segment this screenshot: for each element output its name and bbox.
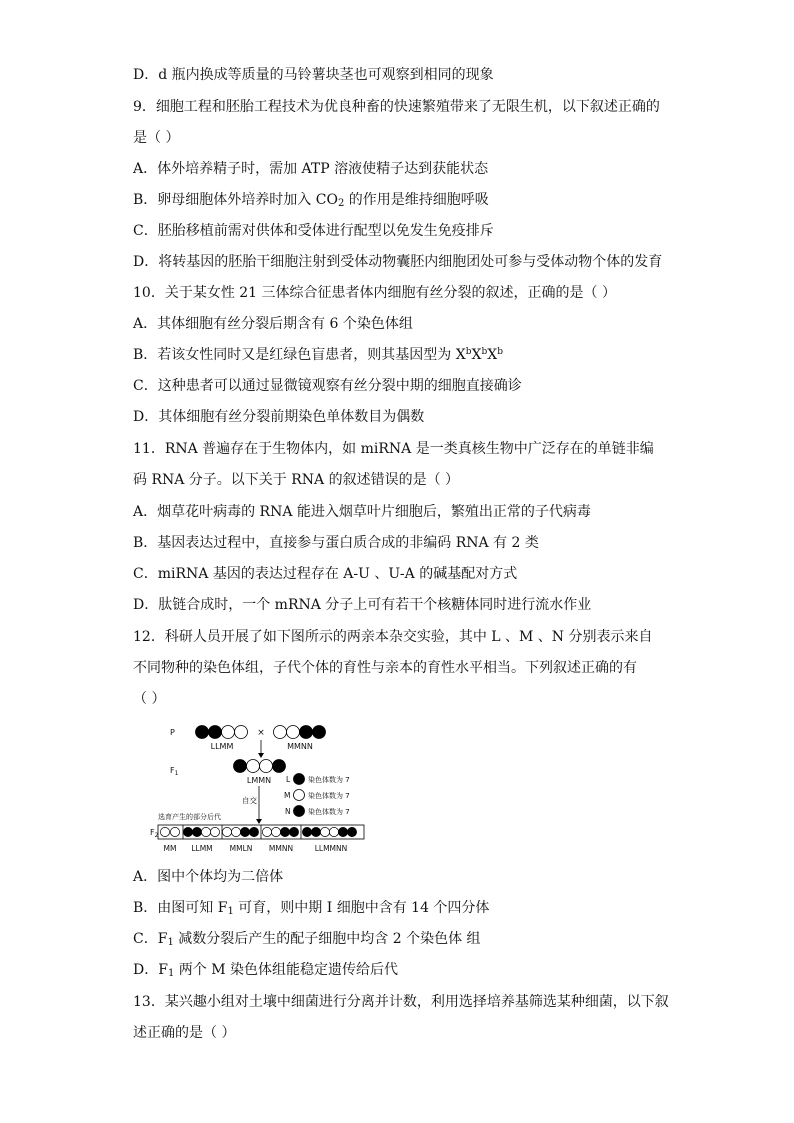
f2-chromosome-sets <box>160 827 356 836</box>
q9-option-b-text: B．卵母细胞体外培养时加入 CO <box>133 192 338 208</box>
q11-option-a: A．烟草花叶病毒的 RNA 能进入烟草叶片细胞后，繁殖出正常的子代病毒 <box>133 504 591 520</box>
cross-arrow <box>258 740 264 758</box>
q12-option-c <box>133 930 481 948</box>
legend-letter: L <box>286 775 291 784</box>
q12-option-d <box>133 961 398 979</box>
q12-option-b <box>133 899 489 917</box>
q9-option-d: D．将转基因的胚胎干细胞注射到受体动物囊胚内细胞团处可参与受体动物个体的发育 <box>133 254 663 270</box>
f2-genotype-labels <box>164 844 348 853</box>
q9-stem-line1: 9．细胞工程和胚胎工程技术为优良种畜的快速繁殖带来了无限生机，以下叙述正确的 <box>133 99 660 115</box>
q10-option-d: D．其体细胞有丝分裂前期染色单体数目为偶数 <box>133 409 425 425</box>
f2-genotype: LLMMNN <box>314 844 348 853</box>
f2-genotype: MM <box>163 844 177 853</box>
q12-stem-line2: 不同物种的染色体组，子代个体的育性与亲本的育性水平相当。下列叙述正确的有 <box>133 660 637 676</box>
selfing-arrow <box>256 786 262 824</box>
q12-stem-line1: 12．科研人员开展了如下图所示的两亲本杂交实验，其中 L 、M 、N 分别表示来自 <box>133 629 653 645</box>
q9-option-b-text-end: 的作用是维持细胞呼吸 <box>344 192 489 208</box>
q11-stem-line2: 码 RNA 分子。以下关于 RNA 的叙述错误的是（ ） <box>133 472 460 488</box>
allele-superscript: b <box>465 347 472 357</box>
q9-option-c: C．胚胎移植前需对供体和受体进行配型以免发生免疫排斥 <box>133 223 494 239</box>
chromosome-set-legend <box>284 774 350 817</box>
q9-option-b <box>133 191 489 209</box>
legend-swatch <box>294 790 305 801</box>
offspring-note: 选育产生的部分后代 <box>158 813 221 821</box>
q12-option-b-text-end: 可育，则中期 Ⅰ 细胞中含有 14 个四分体 <box>233 900 490 916</box>
q12-option-a: A．图中个体均为二倍体 <box>133 869 284 885</box>
p-generation-label: P <box>170 728 175 737</box>
legend-letter: N <box>285 807 291 816</box>
q12-option-d-text: D．F <box>133 962 168 978</box>
f1-label: $F_1$ <box>170 766 179 777</box>
q10-stem: 10．关于某女性 21 三体综合征患者体内细胞有丝分裂的叙述，正确的是（ ） <box>133 285 616 301</box>
q12-option-c-text: C．F <box>133 931 168 947</box>
q10-option-a: A．其体细胞有丝分裂后期含有 6 个染色体组 <box>133 316 413 332</box>
q8-option-d: D．d 瓶内换成等质量的马铃薯块茎也可观察到相同的现象 <box>133 67 494 83</box>
q10-option-b <box>133 346 503 364</box>
allele-superscript: b <box>481 347 488 357</box>
x-chromosome: X <box>487 347 498 363</box>
q10-option-c: C．这种患者可以通过显微镜观察有丝分裂中期的细胞直接确诊 <box>133 378 522 394</box>
q9-option-a: A．体外培养精子时，需加 ATP 溶液使精子达到获能状态 <box>133 161 489 177</box>
legend-text: 染色体数为 7 <box>308 792 350 800</box>
cross-symbol: × <box>257 728 265 738</box>
co2-subscript: 2 <box>337 198 345 209</box>
legend-swatch <box>294 774 305 785</box>
q11-option-d: D．肽链合成时，一个 mRNA 分子上可有若干个核糖体同时进行流水作业 <box>133 597 592 613</box>
q9-stem-line2: 是（ ） <box>133 130 180 146</box>
selfing-label: 自交 <box>242 796 257 805</box>
q11-option-c: C．miRNA 基因的表达过程存在 A-U 、U-A 的碱基配对方式 <box>133 566 518 582</box>
q11-option-b: B．基因表达过程中，直接参与蛋白质合成的非编码 RNA 有 2 类 <box>133 535 539 551</box>
f1-genotype: LMMN <box>246 776 272 785</box>
f1-subscript: 1 <box>227 906 234 917</box>
x-chromosome: X <box>471 347 482 363</box>
q10-option-b-text: B．若该女性同时又是红绿色盲患者，则其基因型为 X <box>133 347 466 363</box>
f1-subscript: 1 <box>167 937 174 948</box>
q12-option-c-text-end: 减数分裂后产生的配子细胞中均含 2 个染色体 组 <box>173 931 481 947</box>
f2-genotype: LLMM <box>191 844 213 853</box>
parent2-genotype: MMNN <box>287 742 313 751</box>
q12-option-d-text-end: 两个 M 染色体组能稳定遗传给后代 <box>174 962 399 978</box>
legend-text: 染色体数为 7 <box>308 808 350 816</box>
parent1-genotype: LLMM <box>210 742 234 751</box>
legend-text: 染色体数为 7 <box>308 776 350 784</box>
parent2-chromosome-sets <box>274 726 326 739</box>
legend-letter: M <box>284 791 291 800</box>
parent1-chromosome-sets <box>196 726 248 739</box>
q13-stem-line1: 13．某兴趣小组对土壤中细菌进行分离并计数，利用选择培养基筛选某种细菌，以下叙 <box>133 994 669 1010</box>
q11-stem-line1: 11．RNA 普遍存在于生物体内，如 miRNA 是一类真核生物中广泛存在的单链非编 <box>133 441 654 457</box>
q12-stem-line3: （ ） <box>133 691 166 707</box>
f2-label: $F_2$ <box>150 828 159 839</box>
f1-chromosome-sets <box>234 760 286 773</box>
q13-stem-line2: 述正确的是（ ） <box>133 1025 236 1041</box>
f2-genotype: MMLN <box>229 844 253 853</box>
f2-genotype: MMNN <box>268 844 294 853</box>
cross-diagram <box>150 716 380 858</box>
f1-subscript: 1 <box>167 968 175 979</box>
hybridization-figure <box>150 716 380 858</box>
q12-option-b-text: B．由图可知 F <box>133 900 228 916</box>
allele-superscript: b <box>497 347 503 357</box>
legend-swatch <box>294 806 305 817</box>
